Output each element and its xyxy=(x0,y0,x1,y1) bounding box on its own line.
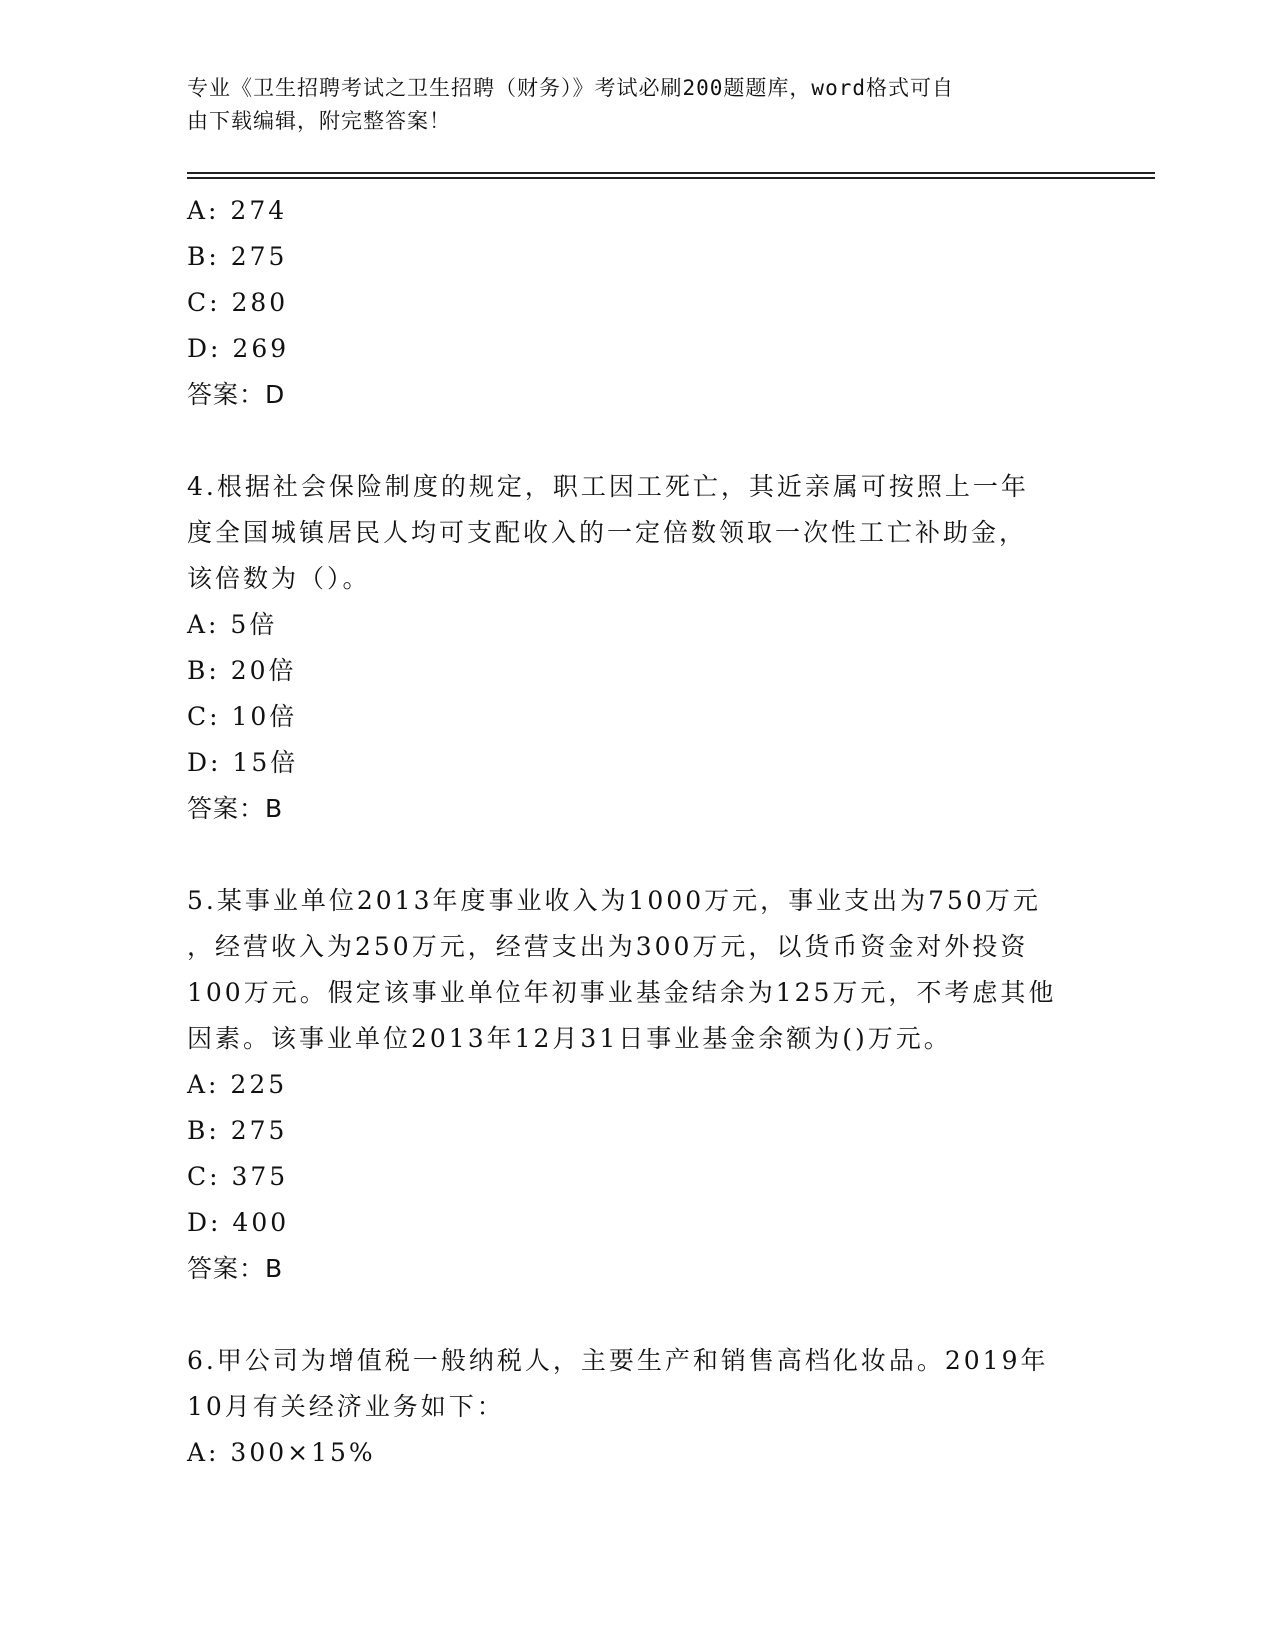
question-text-line: ，经营收入为250万元，经营支出为300万元，以货币资金对外投资 xyxy=(187,932,1029,961)
question-text-line: 10月有关经济业务如下： xyxy=(187,1392,505,1421)
option-d: D: 269 xyxy=(187,334,290,363)
question-6-block xyxy=(187,1338,1087,1476)
document-header xyxy=(187,72,1067,138)
header-divider-bottom xyxy=(187,177,1155,179)
option-b: B: 275 xyxy=(187,242,288,271)
option-a: A: 274 xyxy=(187,196,288,225)
option-b: B: 20倍 xyxy=(187,656,297,685)
header-line-1: 专业《卫生招聘考试之卫生招聘（财务）》考试必刷200题题库，word格式可自 xyxy=(187,76,954,100)
question-text-line: 4.根据社会保险制度的规定，职工因工死亡，其近亲属可按照上一年 xyxy=(187,472,1029,501)
option-b: B: 275 xyxy=(187,1116,288,1145)
question-content xyxy=(187,188,1087,1476)
option-d: D: 15倍 xyxy=(187,748,299,777)
option-a: A: 5倍 xyxy=(187,610,278,639)
option-d: D: 400 xyxy=(187,1208,290,1237)
spacer xyxy=(187,418,1087,464)
option-c: C: 280 xyxy=(187,288,289,317)
option-a: A: 225 xyxy=(187,1070,288,1099)
answer-line: 答案：B xyxy=(187,794,284,823)
answer-line: 答案：D xyxy=(187,380,286,409)
question-text-line: 因素。该事业单位2013年12月31日事业基金余额为()万元。 xyxy=(187,1024,952,1053)
spacer xyxy=(187,832,1087,878)
question-4-block xyxy=(187,464,1087,832)
header-line-2: 由下载编辑，附完整答案！ xyxy=(187,109,451,133)
spacer xyxy=(187,1292,1087,1338)
option-c: C: 10倍 xyxy=(187,702,298,731)
option-a: A: 300×15% xyxy=(187,1438,376,1467)
question-text-line: 6.甲公司为增值税一般纳税人，主要生产和销售高档化妆品。2019年 xyxy=(187,1346,1049,1375)
question-text-line: 度全国城镇居民人均可支配收入的一定倍数领取一次性工亡补助金， xyxy=(187,518,1028,547)
question-5-block xyxy=(187,878,1087,1292)
question-text-line: 100万元。假定该事业单位年初事业基金结余为125万元，不考虑其他 xyxy=(187,978,1057,1007)
option-c: C: 375 xyxy=(187,1162,289,1191)
header-divider-top xyxy=(187,172,1155,174)
question-text-line: 该倍数为（）。 xyxy=(187,564,371,593)
question-3-block xyxy=(187,188,1087,418)
answer-line: 答案：B xyxy=(187,1254,284,1283)
question-text-line: 5.某事业单位2013年度事业收入为1000万元，事业支出为750万元 xyxy=(187,886,1041,915)
